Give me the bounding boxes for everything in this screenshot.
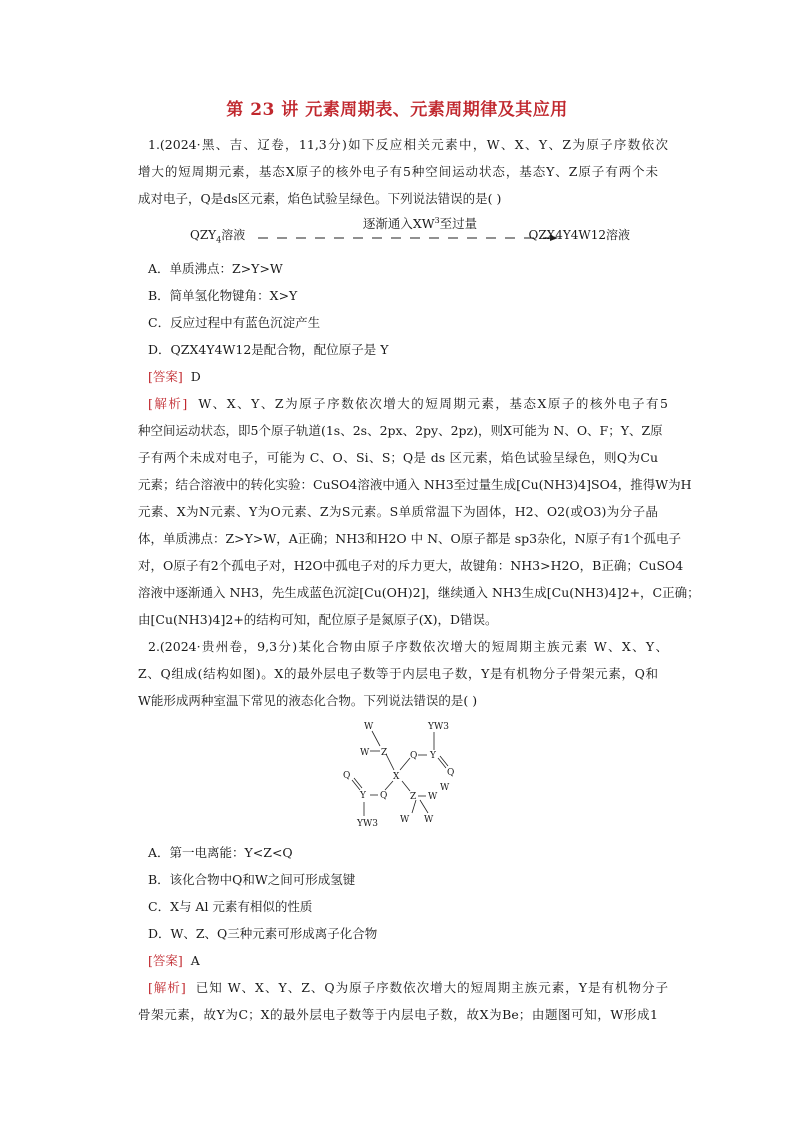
- page-title: 第 23 讲 元素周期表、元素周期律及其应用: [226, 100, 568, 120]
- q1-analysis-line-9: 由[Cu(NH3)4]2+的结构可知，配位原子是氮原子(X)，D错误。: [138, 612, 498, 627]
- q1-stem-line-1: 1.(2024·黑、吉、辽卷，11,3分)如下反应相关元素中，W、X、Y、Z为原子序数依次: [148, 137, 668, 152]
- struct-atom-label: Y: [430, 751, 436, 761]
- struct-atom-label: YW3: [428, 722, 449, 732]
- struct-atom-label: Q: [343, 771, 351, 781]
- struct-atom-label: Z: [410, 792, 417, 802]
- q1-analysis-line-1: [解析] W、X、Y、Z为原子序数依次增大的短周期元素，基态X原子的核外电子有5: [148, 396, 668, 411]
- reaction-condition: 逐渐通入$XW^3$至过量: [362, 215, 478, 231]
- struct-atom-label: W: [364, 722, 374, 732]
- q1-analysis-line-6: 体，单质沸点：Z>Y>W，A正确；NH3和H2O 中 N、O原子都是 sp3杂化，N原子有1个孤电子: [138, 531, 682, 546]
- q1-option-b: B．简单氢化物键角：X>Y: [148, 288, 298, 303]
- q2-analysis-line-2: 骨架元素，故Y为C；X的最外层电子数等于内层电子数，故X为Be；由题图可知，W形成1: [138, 1007, 658, 1022]
- answer-label: [答案]: [148, 369, 183, 384]
- q1-analysis-line-7: 对，O原子有2个孤电子对，H2O中孤电子对的斥力更大，故键角：NH3>H2O，B正确；CuSO4: [138, 558, 684, 573]
- answer-value: D: [190, 369, 201, 384]
- q1-option-d: D．QZX4Y4W12是配合物，配位原子是 Y: [148, 342, 389, 357]
- q1-stem-line-3: 成对电子，Q是ds区元素，焰色试验呈绿色。下列说法错误的是( ): [138, 191, 502, 206]
- q2-stem-line-1: 2.(2024·贵州卷，9,3分)某化合物由原子序数依次增大的短周期主族元素 W、X、Y、: [148, 639, 668, 654]
- q1-answer: [148, 369, 201, 385]
- q1-analysis-line-4: 元素；结合溶液中的转化实验：CuSO4溶液中通入 NH3至过量生成[Cu(NH3)4]SO4，推得W为H: [138, 477, 692, 492]
- struct-atom-label: W: [424, 815, 434, 825]
- reaction-equation: [190, 214, 630, 244]
- reaction-arrow-icon: [258, 234, 558, 242]
- q2-answer: [148, 953, 200, 969]
- struct-atom-label: W: [400, 815, 410, 825]
- struct-atom-label: W: [360, 748, 370, 758]
- q1-option-c: C．反应过程中有蓝色沉淀产生: [148, 315, 321, 330]
- struct-atom-label: X: [393, 772, 400, 782]
- struct-atom-label: Q: [410, 751, 418, 761]
- struct-atom-label: W: [440, 783, 450, 793]
- q1-option-a: A．单质沸点：Z>Y>W: [148, 261, 283, 276]
- answer-value: A: [190, 953, 200, 968]
- q1-analysis-line-5: 元素、X为N元素、Y为O元素、Z为S元素。S单质常温下为固体，H2、O2(或O3)为分子晶: [138, 504, 658, 519]
- reaction-product: QZX4Y4W12溶液: [528, 228, 630, 242]
- q1-stem-line-2: 增大的短周期元素，基态X原子的核外电子有5种空间运动状态，基态Y、Z原子有两个未: [138, 164, 658, 179]
- q2-analysis-line-1: [解析] 已知 W、X、Y、Z、Q为原子序数依次增大的短周期主族元素，Y是有机物分子: [148, 980, 668, 995]
- analysis-label: [解析]: [148, 980, 186, 995]
- q1-analysis-line-8: 溶液中逐渐通入 NH3，先生成蓝色沉淀[Cu(OH)2]，继续通入 NH3生成[Cu(NH3)4]2+，C正确；: [138, 585, 700, 600]
- struct-atom-label: Q: [380, 791, 388, 801]
- q2-option-c: C．X与 Al 元素有相似的性质: [148, 899, 313, 914]
- struct-atom-label: Z: [381, 748, 388, 758]
- q2-stem-line-2: Z、Q组成(结构如图)。X的最外层电子数等于内层电子数，Y是有机物分子骨架元素，Q和: [138, 666, 658, 681]
- analysis-label: [解析]: [148, 396, 188, 411]
- q2-option-d: D．W、Z、Q三种元素可形成离子化合物: [148, 926, 378, 941]
- struct-atom-label: W: [428, 792, 438, 802]
- molecular-structure-diagram: [330, 718, 490, 833]
- answer-label: [答案]: [148, 953, 183, 968]
- q2-stem-line-3: W能形成两种室温下常见的液态化合物。下列说法错误的是( ): [138, 693, 478, 708]
- struct-atom-label: Y: [360, 791, 366, 801]
- q2-option-b: B．该化合物中Q和W之间可形成氢键: [148, 872, 356, 887]
- q1-analysis-line-3: 子有两个未成对电子，可能为 C、O、Si、S；Q是 ds 区元素，焰色试验呈绿色，则Q为Cu: [138, 450, 658, 465]
- struct-atom-label: YW3: [357, 819, 378, 829]
- q2-option-a: A．第一电离能：Y<Z<Q: [148, 845, 293, 860]
- q1-analysis-line-2: 种空间运动状态，即5个原子轨道(1s、2s、2px、2py、2pz)，则X可能为 N、O、F；Y、Z原: [138, 423, 663, 438]
- struct-atom-label: Q: [447, 768, 455, 778]
- reaction-reactant: $QZY_4$溶液: [190, 228, 246, 245]
